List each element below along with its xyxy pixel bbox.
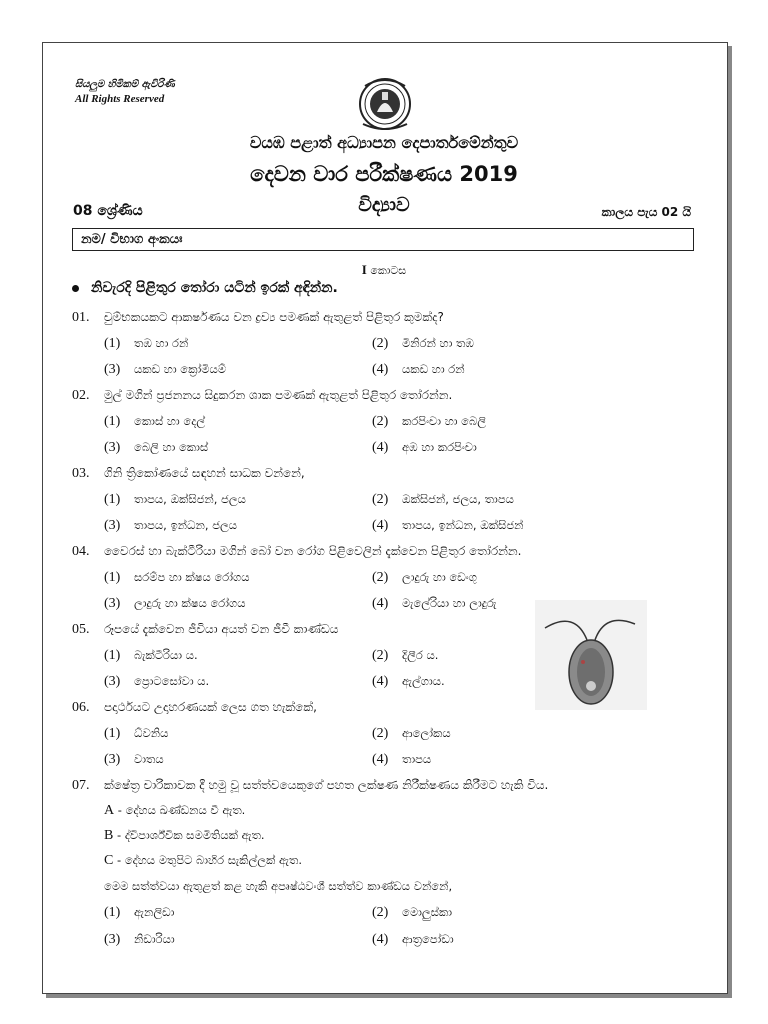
rights-english: All Rights Reserved	[75, 93, 165, 105]
statement-text: දේහය ඛණ්ඩනය වී ඇත.	[125, 803, 246, 817]
option[interactable]	[372, 518, 523, 534]
option-number: (3)	[104, 440, 121, 455]
option-number: (1)	[104, 726, 121, 741]
option-number: (2)	[372, 648, 389, 663]
option-text: තාපය, ඉන්ධන, ජලය	[134, 518, 238, 532]
option-number: (4)	[372, 440, 389, 455]
statement-text: දේහය මතුපිට බාහිර සැකිල්ලක් ඇත.	[124, 853, 303, 867]
option[interactable]	[104, 492, 246, 508]
option-text: යකඩ හා රන්	[402, 362, 465, 376]
option[interactable]	[104, 362, 226, 378]
option[interactable]	[104, 674, 209, 690]
question-stem	[72, 778, 548, 794]
statement-b: B - ද්විපාර්ශ්වික සමමිතියක් ඇත.	[104, 828, 265, 843]
page-shadow-bottom	[46, 994, 730, 998]
question-number: 02.	[72, 388, 90, 403]
option[interactable]	[104, 440, 208, 456]
option-number: (3)	[104, 596, 121, 611]
question-number: 03.	[72, 466, 90, 481]
statement-letter: A	[104, 803, 115, 818]
option[interactable]	[372, 336, 474, 352]
option[interactable]	[104, 570, 250, 586]
option-text: ආත්‍රපෝඩා	[402, 932, 454, 946]
option-text: කොස් හා දෙල්	[134, 414, 206, 428]
time-label: කාලය පැය 02 යි	[601, 205, 691, 219]
option-text: අඹ හා කරපිංචා	[402, 440, 477, 454]
page-shadow-right	[728, 46, 732, 998]
option-text: ධ්වනිය	[134, 726, 169, 740]
option[interactable]	[372, 674, 445, 690]
option-text: ලාදුරු හා ඩෙංගු	[402, 570, 477, 584]
option-number: (3)	[104, 674, 121, 689]
option[interactable]	[372, 596, 497, 612]
option-number: (1)	[104, 414, 121, 429]
option-text: සරම්ප හා ක්ෂය රෝගය	[134, 570, 250, 584]
option-text: වාතය	[134, 752, 164, 766]
option[interactable]	[372, 932, 454, 948]
option-text: තඹ හා රන්	[134, 336, 189, 350]
question-stem	[72, 466, 305, 482]
option-number: (4)	[372, 932, 389, 947]
question-stem	[72, 622, 338, 638]
question-text: චුම්භකයකට ආකර්ෂණය වන ද්‍රව්‍ය පමණක් ඇතුළත් පිළිතුර කුමක්ද?	[104, 310, 444, 324]
option-text: ඇල්ගාය.	[402, 674, 445, 688]
option-text: මොලුස්කා	[402, 905, 453, 919]
question-text: මුල් මගින් ප්‍රජනනය සිදුකරන ශාක පමණක් ඇතුළත් පිළිතුර තෝරන්න.	[104, 388, 453, 402]
option-number: (3)	[104, 362, 121, 377]
question-number: 01.	[72, 310, 90, 325]
option[interactable]	[104, 726, 168, 742]
question-stem	[72, 388, 452, 404]
option-number: (3)	[104, 752, 121, 767]
statement-text: ද්විපාර්ශ්වික සමමිතියක් ඇත.	[124, 828, 265, 842]
option-number: (4)	[372, 752, 389, 767]
option-number: (2)	[372, 336, 389, 351]
option-number: (2)	[372, 414, 389, 429]
option-text: තාපය, ඉන්ධන, ඔක්සිජන්	[402, 518, 524, 532]
question-text: වෛරස් හා බැක්ටීරියා මගින් බෝ වන රෝග පිළිවෙලින් දැක්වෙන පිළිතුර තෝරන්න.	[104, 544, 522, 558]
subject-title: විද්‍යාව	[358, 194, 410, 216]
option-number: (1)	[104, 336, 121, 351]
statement-c: C - දේහය මතුපිට බාහිර සැකිල්ලක් ඇත.	[104, 853, 303, 868]
option-text: නිඩාරියා	[134, 932, 175, 946]
name-index-field[interactable]	[72, 228, 694, 251]
option[interactable]	[104, 596, 246, 612]
option-number: (4)	[372, 596, 389, 611]
option[interactable]	[104, 905, 174, 921]
option-text: බෙලි හා කොස්	[134, 440, 209, 454]
option[interactable]	[104, 518, 237, 534]
option[interactable]	[372, 440, 477, 456]
option-number: (2)	[372, 905, 389, 920]
option-number: (2)	[372, 492, 389, 507]
question-text: රූපයේ දැක්වෙන ජීවියා අයත් වන ජීවී කාණ්ඩය	[104, 622, 339, 636]
question-text: පදාර්ථයට උදාහරණයක් ලෙස ගත හැක්කේ,	[104, 700, 317, 714]
option[interactable]	[372, 362, 465, 378]
part-roman: I	[361, 262, 367, 277]
question-number: 05.	[72, 622, 90, 637]
option[interactable]	[104, 414, 205, 430]
statement-letter: C	[104, 853, 114, 868]
government-emblem-icon	[355, 76, 415, 132]
department-title: වයඹ පළාත් අධ්‍යාපන දෙපාර්තමේන්තුව	[249, 133, 519, 152]
option-number: (4)	[372, 518, 389, 533]
option-number: (4)	[372, 362, 389, 377]
option[interactable]	[104, 648, 198, 664]
bullet-icon	[72, 285, 79, 292]
statement-a: A - දේහය ඛණ්ඩනය වී ඇත.	[104, 803, 246, 818]
question-text: ක්ෂේත්‍ර චාරිකාවක දී හමු වූ සත්ත්වයෙකුගේ පහත ලක්ෂණ නිරීක්ෂණය කිරීමට හැකි විය.	[104, 778, 549, 792]
instruction	[72, 280, 338, 296]
option-number: (3)	[104, 932, 121, 947]
option-text: ඔක්සිජන්, ජලය, තාපය	[402, 492, 514, 506]
option[interactable]	[372, 726, 451, 742]
option-number: (4)	[372, 674, 389, 689]
option-text: මිනිරන් හා තඹ	[402, 336, 474, 350]
option-text: ඇනලිඩා	[134, 905, 175, 919]
option[interactable]	[104, 752, 164, 768]
option-text: තාපය, ඔක්සිජන්, ජලය	[134, 492, 246, 506]
option-number: (1)	[104, 492, 121, 507]
question-number: 06.	[72, 700, 90, 715]
option-text: බැක්ටීරියා ය.	[134, 648, 198, 662]
option[interactable]	[372, 752, 431, 768]
option-number: (1)	[104, 905, 121, 920]
option-number: (1)	[104, 570, 121, 585]
option-number: (2)	[372, 570, 389, 585]
question-stem	[72, 544, 521, 560]
option[interactable]	[372, 648, 438, 664]
option[interactable]	[104, 932, 175, 948]
question-number: 04.	[72, 544, 90, 559]
option-text: මැලේරියා හා ලාදුරු	[402, 596, 497, 610]
option-text: ලාදුරු හා ක්ෂය රෝගය	[134, 596, 246, 610]
question-number: 07.	[72, 778, 90, 793]
option-number: (3)	[104, 518, 121, 533]
option[interactable]	[372, 492, 514, 508]
question-follow-up: මෙම සත්ත්වයා ඇතුළත් කළ හැකි අපෘෂ්ඨවංශී සත්ත්ව කාණ්ඩය වන්නේ,	[104, 879, 453, 893]
instruction-text: නිවැරදි පිළිතුර තෝරා යටින් ඉරක් අඳින්න.	[91, 280, 338, 296]
option-text: ප්‍රොටසෝවා ය.	[134, 674, 210, 688]
option[interactable]	[104, 336, 188, 352]
rights-notice	[75, 78, 175, 106]
option[interactable]	[372, 570, 477, 586]
option-text: ආලෝකය	[402, 726, 451, 740]
statement-letter: B	[104, 828, 114, 843]
rights-sinhala: සියලුම හිමිකම් ඇවිරිණි	[75, 79, 175, 90]
part-label: කොටස	[370, 264, 407, 277]
option-text: තාපය	[402, 752, 432, 766]
option-text: කරපිංචා හා බෙලි	[402, 414, 487, 428]
part-heading	[0, 262, 768, 278]
name-index-label: නම/ විභාග අංකයඃ	[81, 232, 183, 247]
question-stem	[72, 310, 444, 326]
option[interactable]	[372, 905, 452, 921]
protozoa-illustration	[535, 600, 647, 710]
option-number: (1)	[104, 648, 121, 663]
exam-title: දෙවන වාර පරීක්ෂණය 2019	[250, 162, 518, 186]
option-number: (2)	[372, 726, 389, 741]
question-stem	[72, 700, 317, 716]
option[interactable]	[372, 414, 486, 430]
option-text: දිලීර ය.	[402, 648, 439, 662]
question-text: ගිනි ත්‍රිකෝණයේ සඳහන් සාධක වන්නේ,	[104, 466, 305, 480]
option-text: යකඩ හා ක්‍රෝමියම්	[134, 362, 227, 376]
grade-label: 08 ශ්‍රේණිය	[73, 203, 143, 219]
